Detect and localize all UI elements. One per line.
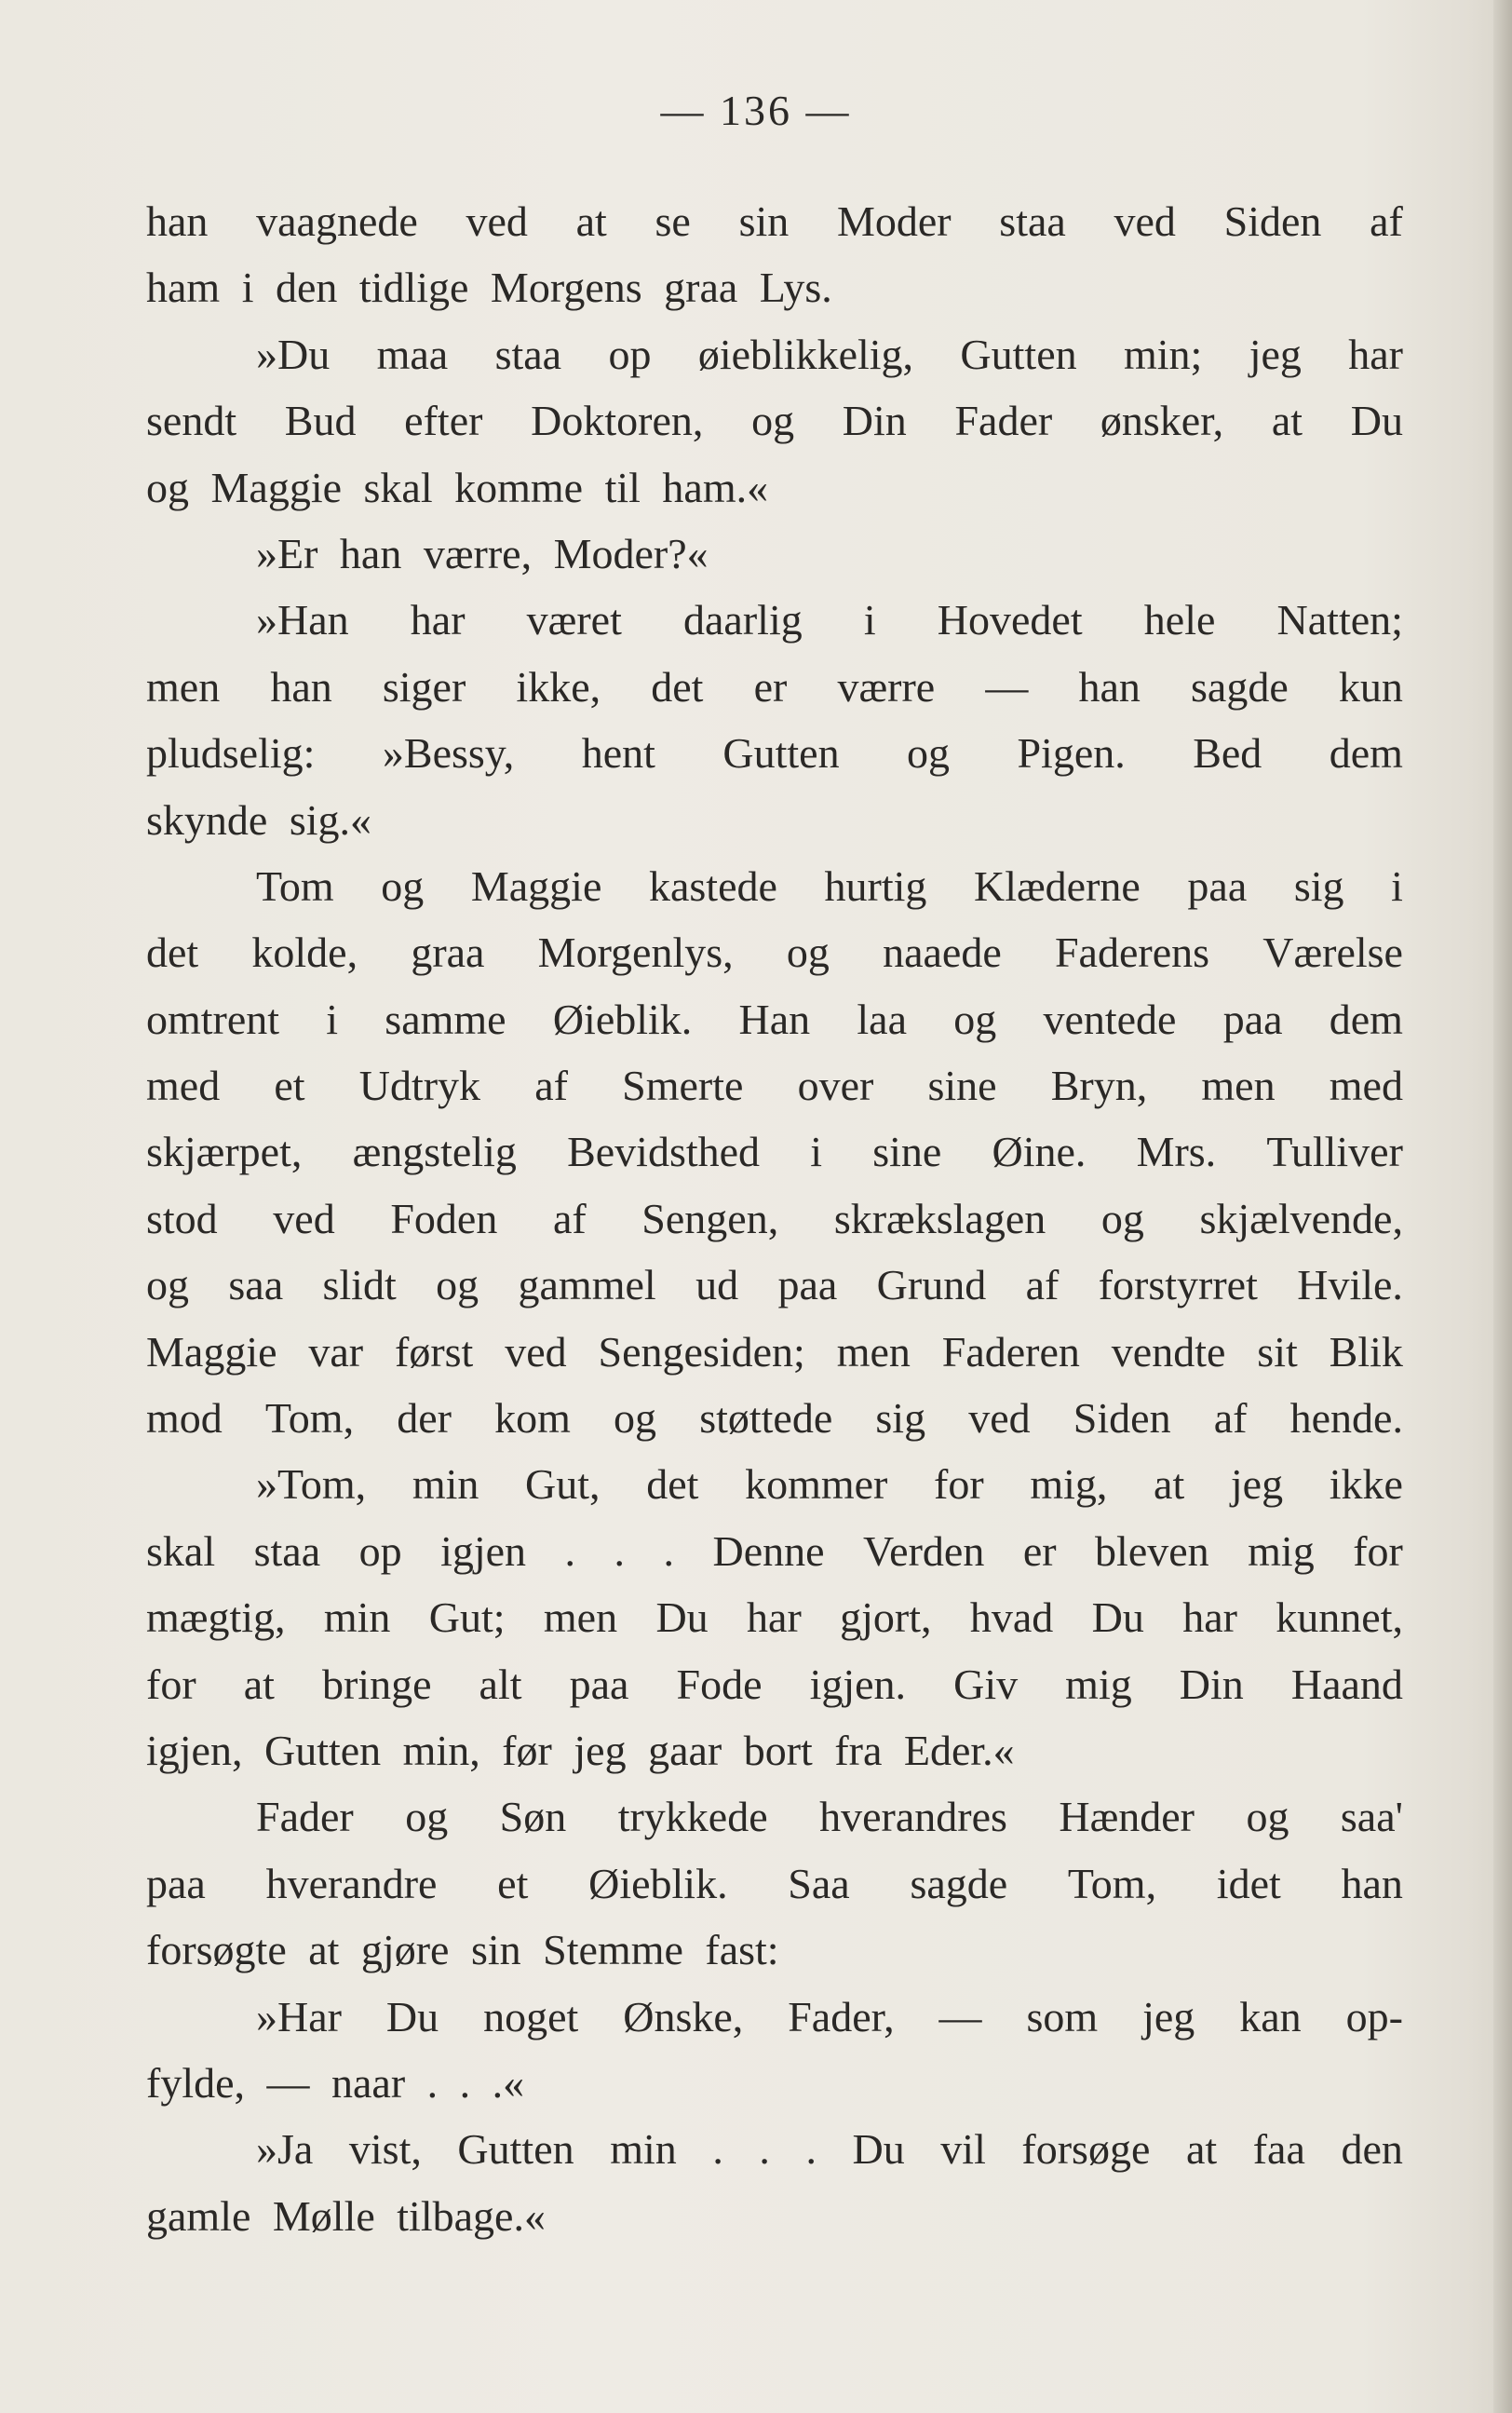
- word: Tom,: [264, 1394, 355, 1443]
- word: Bud: [284, 397, 357, 445]
- word: daarlig: [683, 596, 803, 644]
- text-line: [146, 853, 1403, 919]
- text-line: [146, 321, 1403, 387]
- word: Maggie: [146, 1327, 277, 1376]
- word: dem: [1329, 995, 1403, 1043]
- word: af: [1025, 1261, 1060, 1309]
- word: han: [146, 197, 209, 245]
- word: stod: [146, 1194, 218, 1242]
- word: »Har: [256, 1992, 342, 2040]
- word: Doktoren,: [531, 397, 704, 445]
- word: har: [1348, 330, 1403, 378]
- word: Bevidsthed: [567, 1128, 761, 1176]
- word: i: [810, 1128, 823, 1176]
- word: Din: [842, 397, 907, 445]
- word: mod: [146, 1394, 223, 1443]
- word: bringe: [321, 1660, 432, 1708]
- word: ikke: [1329, 1460, 1403, 1509]
- word: op-: [1345, 1992, 1403, 2040]
- word: omtrent: [146, 995, 280, 1043]
- word: Øieblik.: [552, 995, 693, 1043]
- word: at: [575, 197, 607, 245]
- word: sit: [1257, 1327, 1298, 1376]
- word: jeg: [1249, 330, 1302, 378]
- word: paa: [569, 1660, 629, 1708]
- text-line: ham i den tidlige Morgens graa Lys.: [146, 264, 832, 312]
- word: igjen.: [809, 1660, 907, 1708]
- text-line: [146, 1319, 1403, 1385]
- word: .: [564, 1526, 576, 1575]
- word: Du: [1350, 397, 1403, 445]
- text-line: [146, 1850, 1403, 1917]
- word: efter: [404, 397, 483, 445]
- word: hverandre: [265, 1859, 438, 1907]
- word: Bed: [1193, 729, 1262, 778]
- word: været: [526, 596, 622, 644]
- word: sig: [875, 1394, 926, 1443]
- word: Hovedet: [937, 596, 1083, 644]
- word: Foden: [390, 1194, 498, 1242]
- word: er: [1022, 1526, 1057, 1575]
- word: og: [614, 1394, 657, 1443]
- word: igjen: [440, 1526, 527, 1575]
- text-line: [146, 1451, 1403, 1517]
- word: min;: [1123, 330, 1203, 378]
- word: noget: [483, 1992, 579, 2040]
- word: Haand: [1290, 1660, 1403, 1708]
- word: saa: [228, 1261, 284, 1309]
- word: af: [552, 1194, 587, 1242]
- word: kun: [1338, 662, 1403, 711]
- word: paa: [1187, 861, 1248, 910]
- word: kunnet,: [1276, 1593, 1403, 1642]
- text-line: [146, 1783, 1403, 1850]
- word: Tulliver: [1266, 1128, 1403, 1176]
- word: saa': [1340, 1793, 1403, 1841]
- word: vil: [940, 2125, 986, 2174]
- word: bleven: [1095, 1526, 1209, 1575]
- word: Du: [385, 1992, 439, 2040]
- word: at: [243, 1660, 275, 1708]
- word: for: [934, 1460, 984, 1509]
- word: Fode: [676, 1660, 763, 1708]
- text-line: [146, 720, 1403, 786]
- word: alt: [479, 1660, 522, 1708]
- word: og: [381, 861, 425, 910]
- word: ved: [505, 1327, 567, 1376]
- word: han: [270, 662, 332, 711]
- word: naaede: [883, 929, 1002, 977]
- word: Gutten: [722, 729, 840, 778]
- word: af: [534, 1062, 568, 1110]
- word: »Tom,: [256, 1460, 367, 1509]
- word: Denne: [712, 1526, 825, 1575]
- word: at: [1185, 2125, 1218, 2174]
- word: staa: [253, 1526, 321, 1575]
- word: Din: [1179, 1660, 1244, 1708]
- word: Smerte: [622, 1062, 744, 1110]
- word: har: [410, 596, 466, 644]
- word: at: [1154, 1460, 1185, 1509]
- word: Faderen: [941, 1327, 1080, 1376]
- word: Du: [852, 2125, 905, 2174]
- word: Ønske,: [623, 1992, 744, 2040]
- word: med: [146, 1062, 221, 1110]
- word: i: [863, 596, 876, 644]
- word: Gutten: [960, 330, 1077, 378]
- body-text: [146, 188, 1403, 2249]
- word: vist,: [348, 2125, 422, 2174]
- text-line: [146, 1118, 1403, 1185]
- word: et: [497, 1859, 529, 1907]
- word: Tom: [256, 861, 334, 910]
- word: skrækslagen: [833, 1194, 1046, 1242]
- word: for: [146, 1660, 196, 1708]
- word: trykkede: [617, 1793, 768, 1841]
- word: og: [953, 995, 997, 1043]
- word: ved: [466, 197, 528, 245]
- word: .: [805, 2125, 817, 2174]
- word: sig: [1293, 861, 1344, 910]
- word: paa: [1222, 995, 1283, 1043]
- word: det: [651, 662, 704, 711]
- word: Sengesiden;: [598, 1327, 805, 1376]
- word: skjælvende,: [1199, 1194, 1403, 1242]
- word: hent: [581, 729, 655, 778]
- word: i: [1391, 861, 1403, 910]
- page-number: — 136 —: [660, 87, 852, 134]
- text-line: »Er han værre, Moder?«: [256, 529, 709, 577]
- word: hele: [1143, 596, 1216, 644]
- word: sagde: [910, 1859, 1008, 1907]
- word: jeg: [1142, 1992, 1195, 2040]
- word: hende.: [1289, 1394, 1403, 1443]
- text-line: [146, 1186, 1403, 1252]
- word: vaagnede: [256, 197, 418, 245]
- word: Gut;: [428, 1593, 506, 1642]
- word: det: [646, 1460, 699, 1509]
- word: Siden: [1073, 1394, 1171, 1443]
- word: vendte: [1111, 1327, 1226, 1376]
- word: Natten;: [1276, 596, 1403, 644]
- word: op: [358, 1526, 402, 1575]
- word: Tom,: [1067, 1859, 1157, 1907]
- word: og: [1246, 1793, 1289, 1841]
- word: sine: [927, 1062, 997, 1110]
- word: værre: [837, 662, 936, 711]
- word: og: [751, 397, 795, 445]
- word: er: [753, 662, 788, 711]
- word: af: [1370, 197, 1403, 245]
- word: Giv: [953, 1660, 1019, 1708]
- word: Pigen.: [1017, 729, 1126, 778]
- text-line: [146, 587, 1403, 653]
- word: Grund: [876, 1261, 987, 1309]
- text-line: igjen, Gutten min, før jeg gaar bort fra Eder.«: [146, 1726, 1015, 1774]
- text-line: [146, 1052, 1403, 1118]
- text-line: forsøgte at gjøre sin Stemme fast:: [146, 1926, 779, 1974]
- word: Blik: [1329, 1327, 1403, 1376]
- word: min: [610, 2125, 677, 2174]
- text-line: [146, 387, 1403, 454]
- word: sine: [872, 1128, 942, 1176]
- page-edge: [1493, 0, 1512, 2413]
- text-line: fylde, — naar . . .«: [146, 2058, 525, 2107]
- text-line: og Maggie skal komme til ham.«: [146, 463, 769, 511]
- word: .: [614, 1526, 626, 1575]
- word: i: [326, 995, 339, 1043]
- word: Mrs.: [1136, 1128, 1217, 1176]
- word: Moder: [836, 197, 952, 245]
- word: der: [397, 1394, 452, 1443]
- word: laa: [857, 995, 907, 1043]
- word: ved: [1114, 197, 1176, 245]
- word: samme: [385, 995, 506, 1043]
- word: han: [1078, 662, 1141, 711]
- word: sendt: [146, 397, 237, 445]
- text-line: [146, 1584, 1403, 1650]
- word: Øieblik.: [588, 1859, 728, 1907]
- word: .: [663, 1526, 675, 1575]
- word: paa: [146, 1859, 206, 1907]
- word: »Ja: [256, 2125, 314, 2174]
- word: sin: [738, 197, 790, 245]
- word: paa: [777, 1261, 838, 1309]
- word: Siden: [1223, 197, 1322, 245]
- text-line: [146, 2116, 1403, 2182]
- word: Maggie: [470, 861, 602, 910]
- word: ængstelig: [352, 1128, 517, 1176]
- word: skal: [146, 1526, 216, 1575]
- word: mig: [1248, 1526, 1315, 1575]
- word: og: [786, 929, 830, 977]
- word: Øine.: [992, 1128, 1087, 1176]
- word: Fader,: [788, 1992, 895, 2040]
- word: gjort,: [840, 1593, 932, 1642]
- word: Hænder: [1059, 1793, 1195, 1841]
- word: har: [747, 1593, 802, 1642]
- word: ventede: [1043, 995, 1177, 1043]
- word: hvad: [969, 1593, 1054, 1642]
- word: Sengen,: [641, 1194, 779, 1242]
- word: .: [712, 2125, 723, 2174]
- word: staa: [999, 197, 1066, 245]
- word: se: [655, 197, 691, 245]
- word: af: [1213, 1394, 1248, 1443]
- word: som: [1026, 1992, 1099, 2040]
- word: hverandres: [819, 1793, 1007, 1841]
- word: kom: [494, 1394, 571, 1443]
- word: og: [907, 729, 951, 778]
- word: men: [836, 1327, 911, 1376]
- word: forstyrret: [1098, 1261, 1258, 1309]
- word: Hvile.: [1297, 1261, 1403, 1309]
- word: at: [1271, 397, 1303, 445]
- text-line: [146, 188, 1403, 254]
- word: mig,: [1030, 1460, 1108, 1509]
- word: Søn: [499, 1793, 567, 1841]
- word: støttede: [699, 1394, 833, 1443]
- word: maa: [376, 330, 449, 378]
- word: kastede: [648, 861, 777, 910]
- text-line: [146, 1252, 1403, 1318]
- word: kan: [1239, 1992, 1302, 2040]
- word: over: [797, 1062, 874, 1110]
- text-line: [146, 1984, 1403, 2050]
- word: staa: [494, 330, 562, 378]
- word: Fader: [256, 1793, 354, 1841]
- word: den: [1341, 2125, 1403, 2174]
- word: og: [146, 1261, 189, 1309]
- word: skjærpet,: [146, 1128, 303, 1176]
- word: Faderens: [1054, 929, 1210, 977]
- word: men: [1201, 1062, 1276, 1110]
- word: Gut,: [525, 1460, 601, 1509]
- word: med: [1329, 1062, 1403, 1110]
- word: ønsker,: [1100, 397, 1224, 445]
- word: først: [395, 1327, 474, 1376]
- word: kolde,: [251, 929, 358, 977]
- word: mægtig,: [146, 1593, 286, 1642]
- text-line: [146, 1651, 1403, 1717]
- word: forsøge: [1021, 2125, 1151, 2174]
- word: var: [308, 1327, 364, 1376]
- word: Verden: [863, 1526, 985, 1575]
- text-line: [146, 1385, 1403, 1451]
- word: Fader: [954, 397, 1053, 445]
- word: slidt: [322, 1261, 397, 1309]
- word: og: [1100, 1194, 1144, 1242]
- word: »Du: [256, 330, 331, 378]
- word: —: [938, 1992, 982, 2040]
- text-line: [146, 1518, 1403, 1584]
- word: op: [608, 330, 652, 378]
- word: og: [405, 1793, 449, 1841]
- word: idet: [1216, 1859, 1281, 1907]
- word: Saa: [788, 1859, 850, 1907]
- word: ved: [968, 1394, 1031, 1443]
- word: Han: [738, 995, 811, 1043]
- word: dem: [1329, 729, 1403, 778]
- word: for: [1353, 1526, 1403, 1575]
- text-line: [146, 919, 1403, 985]
- word: har: [1182, 1593, 1237, 1642]
- word: et: [274, 1062, 305, 1110]
- word: »Han: [256, 596, 349, 644]
- word: Gutten: [457, 2125, 574, 2174]
- word: kommer: [745, 1460, 888, 1509]
- word: ikke,: [516, 662, 601, 711]
- word: gammel: [518, 1261, 656, 1309]
- word: hurtig: [824, 861, 927, 910]
- text-line: skynde sig.«: [146, 795, 371, 844]
- word: pludselig:: [146, 729, 316, 778]
- word: men: [543, 1593, 618, 1642]
- word: min: [323, 1593, 391, 1642]
- word: Du: [1091, 1593, 1144, 1642]
- word: —: [985, 662, 1029, 711]
- word: mig: [1065, 1660, 1132, 1708]
- text-line: gamle Mølle tilbage.«: [146, 2191, 546, 2240]
- word: Bryn,: [1050, 1062, 1148, 1110]
- word: Du: [655, 1593, 709, 1642]
- word: graa: [411, 929, 485, 977]
- word: Værelse: [1262, 929, 1403, 977]
- word: det: [146, 929, 199, 977]
- word: Klæderne: [973, 861, 1141, 910]
- word: .: [759, 2125, 770, 2174]
- text-line: [146, 986, 1403, 1052]
- word: ved: [273, 1194, 335, 1242]
- word: siger: [382, 662, 466, 711]
- word: Udtryk: [358, 1062, 481, 1110]
- word: min: [412, 1460, 479, 1509]
- word: »Bessy,: [382, 729, 515, 778]
- word: øieblikkelig,: [697, 330, 914, 378]
- word: Morgenlys,: [537, 929, 734, 977]
- word: han: [1341, 1859, 1403, 1907]
- word: men: [146, 662, 221, 711]
- word: ud: [695, 1261, 739, 1309]
- word: sagde: [1191, 662, 1289, 711]
- text-line: [146, 654, 1403, 720]
- word: og: [436, 1261, 479, 1309]
- word: faa: [1252, 2125, 1305, 2174]
- word: jeg: [1230, 1460, 1284, 1509]
